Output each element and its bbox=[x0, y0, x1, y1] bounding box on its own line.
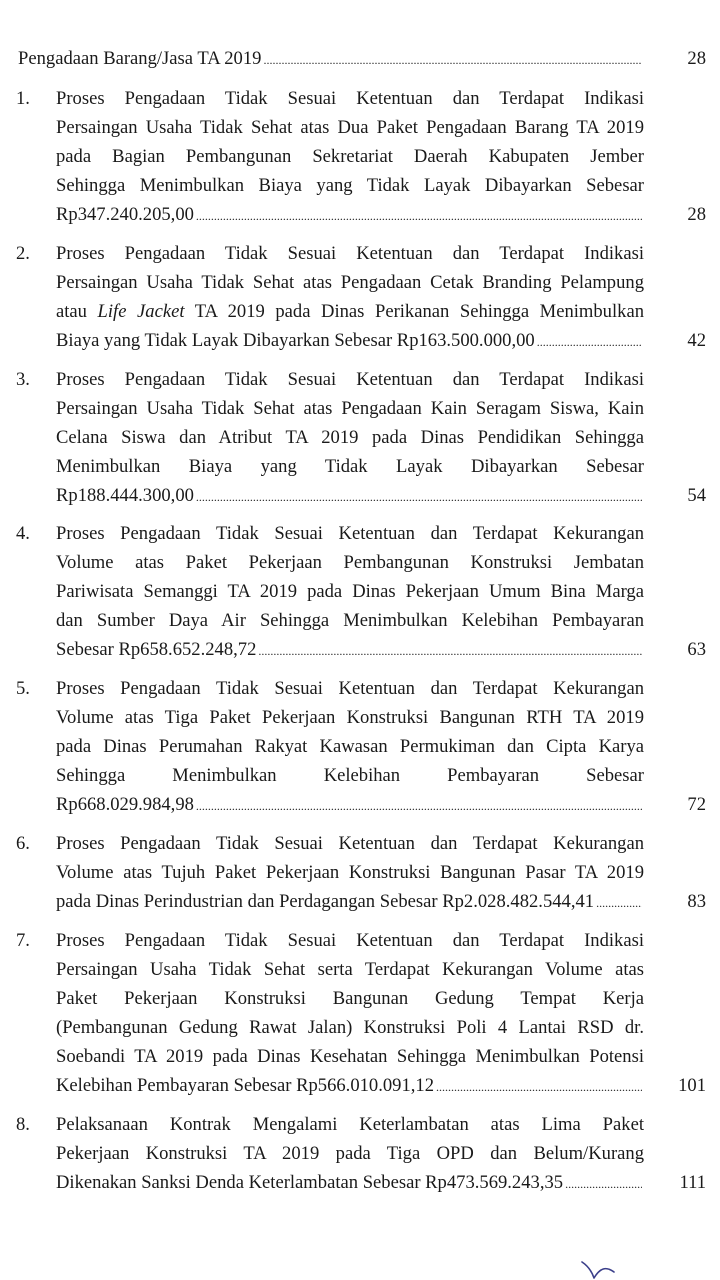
toc-page-number: 111 bbox=[679, 1172, 706, 1193]
toc-entry-text: Pengadaan Barang/Jasa TA 2019 bbox=[18, 48, 262, 69]
dot-leader bbox=[258, 637, 642, 664]
toc-page-number: 28 bbox=[687, 204, 706, 225]
toc-page-number: 42 bbox=[687, 330, 706, 351]
toc-entry-text: Kelebihan Pembayaran Sebesar Rp566.010.091,12 bbox=[56, 1075, 434, 1096]
toc-page-number: 83 bbox=[687, 891, 706, 912]
toc-entry-line: Persaingan Usaha Tidak Sehat serta Terdapat Kekurangan Volume atas bbox=[56, 959, 644, 980]
toc-entry-number: 8. bbox=[16, 1114, 30, 1135]
toc-entry-line: Pariwisata Semanggi TA 2019 pada Dinas Pekerjaan Umum Bina Marga bbox=[56, 581, 644, 602]
toc-entry-line: Celana Siswa dan Atribut TA 2019 pada Dinas Pendidikan Sehingga bbox=[56, 427, 644, 448]
toc-entry-line: Proses Pengadaan Tidak Sesuai Ketentuan dan Terdapat Indikasi bbox=[56, 243, 644, 264]
toc-entry-text: Rp668.029.984,98 bbox=[56, 794, 194, 815]
toc-entry-number: 2. bbox=[16, 243, 30, 264]
toc-entry-line: Paket Pekerjaan Konstruksi Bangunan Gedung Tempat Kerja bbox=[56, 988, 644, 1009]
toc-entry-body bbox=[56, 829, 644, 916]
toc-entry-line: pada Dinas Perumahan Rakyat Kawasan Permukiman dan Cipta Karya bbox=[56, 736, 644, 757]
toc-entry-number: 5. bbox=[16, 678, 30, 699]
toc-page-number: 101 bbox=[678, 1075, 706, 1096]
toc-entry-body bbox=[56, 84, 644, 229]
toc-entry-line: dan Sumber Daya Air Sehingga Menimbulkan Kelebihan Pembayaran bbox=[56, 610, 644, 631]
toc-entry-line: Volume atas Tiga Paket Pekerjaan Konstruksi Bangunan RTH TA 2019 bbox=[56, 707, 644, 728]
toc-entry-line: Proses Pengadaan Tidak Sesuai Ketentuan dan Terdapat Kekurangan bbox=[56, 833, 644, 854]
toc-entry-line: (Pembangunan Gedung Rawat Jalan) Konstruksi Poli 4 Lantai RSD dr. bbox=[56, 1017, 644, 1038]
text-fragment: TA 2019 pada Dinas Perikanan Sehingga Menimbulkan bbox=[184, 301, 644, 322]
toc-entry-line: Volume atas Tujuh Paket Pekerjaan Konstruksi Bangunan Pasar TA 2019 bbox=[56, 862, 644, 883]
toc-entry-text: pada Dinas Perindustrian dan Perdagangan Sebesar Rp2.028.482.544,41 bbox=[56, 891, 595, 912]
toc-entry-line: Proses Pengadaan Tidak Sesuai Ketentuan dan Terdapat Indikasi bbox=[56, 930, 644, 951]
toc-entry-last-line bbox=[56, 481, 644, 510]
handwritten-initial-mark bbox=[578, 1258, 628, 1280]
toc-page-number: 54 bbox=[687, 485, 706, 506]
toc-entry-line: Persaingan Usaha Tidak Sehat atas Dua Paket Pengadaan Barang TA 2019 bbox=[56, 117, 644, 138]
toc-entry-number: 7. bbox=[16, 930, 30, 951]
dot-leader bbox=[196, 483, 642, 510]
toc-entry-body bbox=[56, 239, 644, 355]
toc-entry-body bbox=[56, 365, 644, 510]
toc-entry-line: Volume atas Paket Pekerjaan Pembangunan Konstruksi Jembatan bbox=[56, 552, 644, 573]
toc-entry-last-line bbox=[56, 790, 644, 819]
toc-page-number: 28 bbox=[687, 48, 706, 69]
toc-page-number: 63 bbox=[687, 639, 706, 660]
toc-entry-last-line bbox=[56, 326, 644, 355]
toc-entry-text: Rp188.444.300,00 bbox=[56, 485, 194, 506]
toc-entry-line: Pelaksanaan Kontrak Mengalami Keterlambatan atas Lima Paket bbox=[56, 1114, 644, 1135]
toc-entry-last-line bbox=[56, 635, 644, 664]
toc-entry-line: Persaingan Usaha Tidak Sehat atas Pengadaan Cetak Branding Pelampung bbox=[56, 272, 644, 293]
toc-entry-line: pada Bagian Pembangunan Sekretariat Daerah Kabupaten Jember bbox=[56, 146, 644, 167]
dot-leader bbox=[565, 1170, 642, 1197]
toc-entry-text: Sebesar Rp658.652.248,72 bbox=[56, 639, 257, 660]
toc-entry-line-italic bbox=[56, 297, 644, 326]
toc-entry-line: Proses Pengadaan Tidak Sesuai Ketentuan dan Terdapat Kekurangan bbox=[56, 678, 644, 699]
toc-entry-number: 3. bbox=[16, 369, 30, 390]
toc-entry-line: Soebandi TA 2019 pada Dinas Kesehatan Sehingga Menimbulkan Potensi bbox=[56, 1046, 644, 1067]
toc-entry-body bbox=[56, 926, 644, 1100]
toc-entry-number: 6. bbox=[16, 833, 30, 854]
toc-entry-text: Dikenakan Sanksi Denda Keterlambatan Sebesar Rp473.569.243,35 bbox=[56, 1172, 564, 1193]
toc-entry-last-line bbox=[18, 44, 644, 73]
toc-entry-line: Menimbulkan Biaya yang Tidak Layak Dibayarkan Sebesar bbox=[56, 456, 644, 477]
toc-entry-body bbox=[56, 1110, 644, 1197]
toc-entry-text: Rp347.240.205,00 bbox=[56, 204, 194, 225]
toc-entry-line: Proses Pengadaan Tidak Sesuai Ketentuan dan Terdapat Indikasi bbox=[56, 88, 644, 109]
toc-entry-line: Sehingga Menimbulkan Kelebihan Pembayaran Sebesar bbox=[56, 765, 644, 786]
toc-entry-last-line bbox=[56, 200, 644, 229]
dot-leader bbox=[436, 1073, 642, 1100]
toc-entry-body bbox=[56, 674, 644, 819]
dot-leader bbox=[196, 792, 642, 819]
italic-term: Life Jacket bbox=[97, 301, 185, 322]
toc-entry-body bbox=[56, 519, 644, 664]
toc-entry-line: Proses Pengadaan Tidak Sesuai Ketentuan dan Terdapat Indikasi bbox=[56, 369, 644, 390]
text-fragment: atau bbox=[56, 301, 98, 322]
toc-entry-last-line bbox=[56, 1071, 644, 1100]
toc-entry-line: Persaingan Usaha Tidak Sehat atas Pengadaan Kain Seragam Siswa, Kain bbox=[56, 398, 644, 419]
toc-entry-body bbox=[18, 44, 644, 73]
dot-leader bbox=[596, 889, 642, 916]
toc-page-number: 72 bbox=[687, 794, 706, 815]
toc-entry-last-line bbox=[56, 887, 644, 916]
toc-entry-number: 1. bbox=[16, 88, 30, 109]
dot-leader bbox=[537, 328, 642, 355]
dot-leader bbox=[263, 46, 642, 73]
dot-leader bbox=[196, 202, 642, 229]
toc-entry-line: Pekerjaan Konstruksi TA 2019 pada Tiga OPD dan Belum/Kurang bbox=[56, 1143, 644, 1164]
toc-entry-text: Biaya yang Tidak Layak Dibayarkan Sebesar Rp163.500.000,00 bbox=[56, 330, 535, 351]
toc-entry-number: 4. bbox=[16, 523, 30, 544]
toc-entry-line: Proses Pengadaan Tidak Sesuai Ketentuan dan Terdapat Kekurangan bbox=[56, 523, 644, 544]
toc-entry-line: Sehingga Menimbulkan Biaya yang Tidak Layak Dibayarkan Sebesar bbox=[56, 175, 644, 196]
toc-entry-last-line bbox=[56, 1168, 644, 1197]
